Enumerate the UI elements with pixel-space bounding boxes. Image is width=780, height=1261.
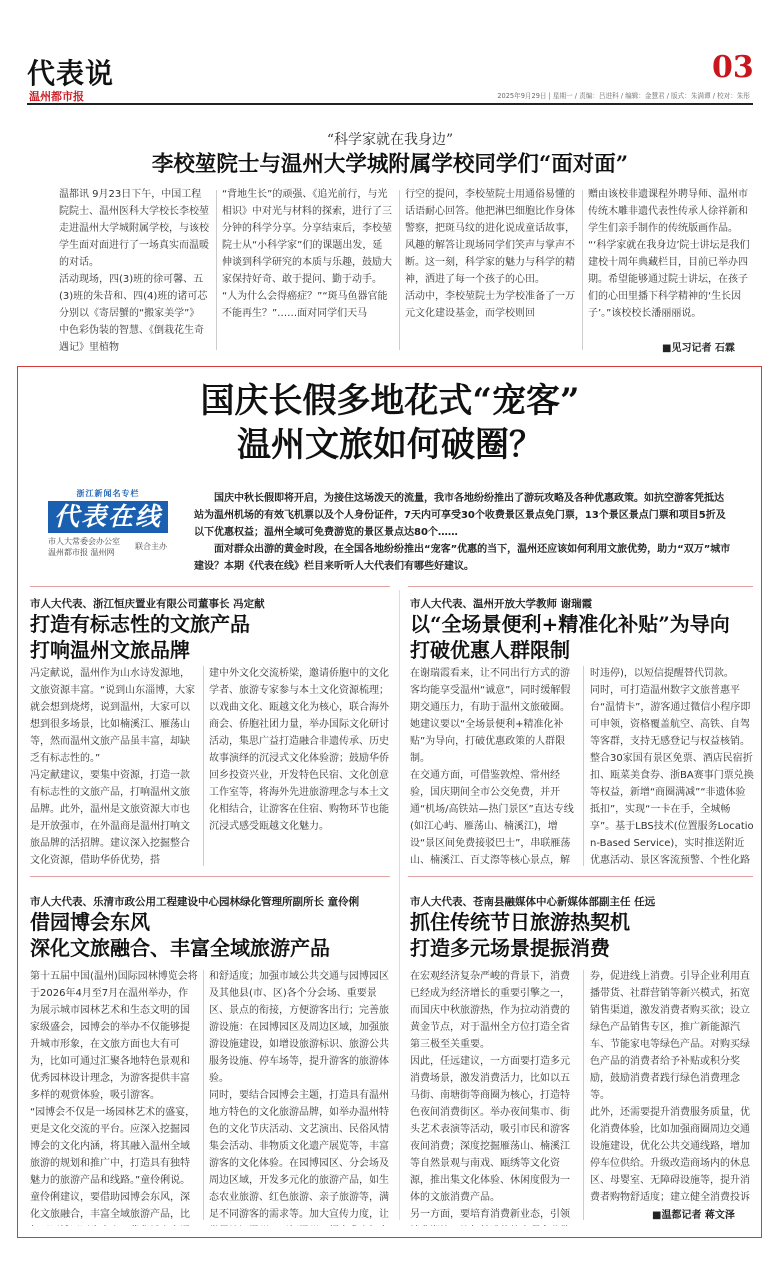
feature-intro-p2: 面对群众出游的黄金时段，在全国各地纷纷推出“宠客”优惠的当下，温州还应该如何利用文旅优势，助力“双万”城市建设？本期《代表在线》栏目来听听人大代表们有哪些好建议。: [194, 544, 731, 572]
section2-col1: 在谢瑞霞看来，让不同出行方式的游客均能享受温州“诚意”，同时缓解假期交通压力，有助于温州文旅破圈。她建议要以“全场景便利+精准化补贴”为导向，打破优惠政策的人群限制。 在交通方面，可借鉴敦煌、常州经验，国庆期间全市公交免费，并开通“机场/高铁站—热门景区”直达专线(如江心屿、雁荡山、楠溪江)，增设“景区间免费接驳巴士”，串联雁荡山、楠溪江、百丈漈等核心景点，解: [410, 668, 574, 866]
section4-col1: 在宏观经济复杂严峻的背景下，消费已经成为经济增长的重要引擎之一，而国庆中秋旅游热，作为拉动消费的黄金节点，对于温州全方位打造全省第三极至关重要。 因此，任远建议，一方面要打造多元消费场景，激发消费活力，比如以五马街、南塘街等商圈为核心，打造特色夜间消费街区。举办夜间集市、街头艺术表演等活动，吸引市民和游客夜间消费；深度挖掘雁荡山、楠溪江等自然景观与南戏、瓯绣等文化资源，推出集文化体验、休闲度假为一体的文旅消费产品。 另一方面，要培育消费新业态，引领: [410, 971, 570, 1220]
top-article-kicker: “科学家就在我身边”: [326, 132, 454, 148]
section3-col1: 第十五届中国(温州)国际园林博览会将于2026年4月至7月在温州举办，作为展示城市园林艺术和生态文明的国家级盛会，园博会的举办不仅能够提升城市形象，在文旅方面也大有可为，比如可通过汇聚各地特色景观和优秀园林设计理念，为游客提供丰富多样的观赏体验，吸引游客。 “园博会不仅是一场园林艺术的盛宴，更是文化交流的平台。应深入挖掘园博会的文化内涵，将其融入温州全域旅游的规划和推广中，打造具有独特魅力的旅游产品和线路。”童伶俐说。 童伶俐建议，要借助园博会东风，深化文旅融合，丰富全域旅游产品，比: [30, 971, 198, 1220]
section4-headline-line1: 抓住传统节日旅游热契机: [410, 910, 630, 934]
logo-sub1: 市人大常委会办公室: [48, 537, 120, 546]
section-divider: [408, 876, 753, 877]
section4-kicker: 市人大代表、苍南县融媒体中心新媒体部副主任 任远: [410, 896, 656, 908]
section3-headline-line2: 深化文旅融合、丰富全域旅游产品: [30, 936, 330, 960]
masthead-rule: [27, 103, 753, 105]
top-article-byline: ■见习记者 石霖: [662, 343, 735, 354]
top-article-col3: 行空的提问，李校堃院士用通俗易懂的话语耐心回答。他把淋巴细胞比作身体警察，把斑马纹的进化说成童话故事，风趣的解答让现场同学们笑声与掌声不断。这一刻，科学家的魅力与科学的精神，洒进了每一个孩子的心田。 活动中，李校堃院士为学校准备了一万元文化建设基金，而学校则回: [405, 189, 575, 319]
logo-main-label: 代表在线: [48, 501, 168, 533]
section2-headline-line1: 以“全场景便利+精准化补贴”为导向: [410, 612, 730, 636]
column-divider: [203, 666, 204, 866]
masthead-meta: 2025年9月29日 | 星期一 / 责编：吕进科 / 编辑：金慧君 / 版式：朱满谭 / 校对：朱彤: [497, 92, 750, 100]
section1-col2: 建中外文化交流桥梁，邀请侨胞中的文化学者、旅游专家参与本土文化资源梳理；以戏曲文化、瓯越文化为核心，联合海外商会、侨胞社团力量，举办国际文化研讨活动，集思广益打造融合非遗传承、历史故事演绎的沉浸式文化体验游；鼓励华侨回乡投资兴业，开发特色民宿、文化创意工作室等，将海外先进旅游理念与本土文化相结合，让游客在住宿、购物环节也能沉浸式感受瓯越文化魅力。: [209, 668, 389, 832]
column-divider: [583, 666, 584, 866]
section1-col1: 冯定献说，温州作为山水诗发源地，文旅资源丰富。“说到山东淄博，大家就会想到烧烤，说到温州，大家可以想到很多场景，比如楠溪江、雁荡山等，然而温州文旅产品虽丰富，却缺乏有标志性的。” 冯定献建议，要集中资源，打造一款有标志性的文旅产品，打响温州文旅品牌。此外，温州是文旅资源大市也是开放强市，在外温商是温州打响文旅品牌的活招牌。建议深入挖掘整合文化资源，借助华侨优势，搭: [30, 668, 196, 866]
logo-sub3: 联合主办: [135, 542, 167, 551]
section-divider: [30, 876, 390, 877]
section1-headline-line1: 打造有标志性的文旅产品: [30, 612, 250, 636]
section2-headline-line2: 打破优惠人群限制: [410, 638, 570, 662]
column-divider: [203, 970, 204, 1220]
top-article-col1: 温都讯 9月23日下午，中国工程院院士、温州医科大学校长李校堃走进温州大学城附属学校，与该校学生面对面进行了一场真实而温暖的对话。 活动现场，四(3)班的徐可馨、五(3)班的朱昔和、四(4)班的诸可芯分别以《寄居蟹的“搬家美学”》中色彩伪装的智慧、《倒栽花生奇遇记》里植物: [59, 189, 209, 353]
column-divider: [399, 190, 400, 350]
top-article-col4: 赠由该校非遗课程外聘导师、温州市传统木雕非遗代表性传承人徐祥新和学生们亲手制作的传统版画作品。 “‘科学家就在我身边’院士讲坛是我们建校十周年典藏栏目，目前已举办四期。希望能够通过院士讲坛，在孩子们的心田里播下科学精神的‘生长因子’。”该校校长潘丽丽说。: [588, 189, 750, 319]
section-divider: [30, 586, 390, 587]
section3-col2: 和舒适度；加强市域公共交通与园博园区及其他县(市、区)各个分会场、重要景区、景点的衔接，方便游客出行；完善旅游设施：在园博园区及周边区域，加强旅游设施建设，如增设旅游标识、旅游公共服务设施、停车场等，提升游客的旅游体验。 同时，要结合园博会主题，打造具有温州地方特色的文化旅游品牌，如举办温州特色的文化节庆活动、文艺演出、民俗风情集会活动、非物质文化遗产展览等，丰富游客的文化体验。在园博园区、分会场及周边区域，开发多元化的旅游产品，如生态农业旅游、红色旅游、亲子旅游等，满足不同游客的需求等。加大宣传力度，让: [209, 971, 389, 1220]
section-title: 代表说: [27, 57, 115, 90]
logo-sub2: 温州都市报 温州网: [48, 548, 115, 557]
page-number: 03: [712, 50, 754, 85]
section-divider: [408, 586, 753, 587]
section1-headline-line2: 打响温州文旅品牌: [30, 638, 190, 662]
section1-kicker: 市人大代表、浙江恒庆置业有限公司董事长 冯定献: [30, 598, 265, 610]
section3-kicker: 市人大代表、乐清市政公用工程建设中心园林绿化管理所副所长 童伶俐: [30, 896, 360, 908]
column-divider: [582, 190, 583, 350]
column-divider: [583, 970, 584, 1220]
section2-kicker: 市人大代表、温州开放大学教师 谢瑞霞: [410, 598, 593, 610]
section2-col2: 时违停)，以短信提醒替代罚款。 同时，可打造温州数字文旅普惠平台“温情卡”，游客通过微信小程序即可申领，资格覆盖航空、高铁、自驾等客群，支持无感登记与权益核销。整合30家国有景区免票、酒店民宿折扣、瓯菜美食券、浙BA赛事门票兑换等权益，新增“商圈满减”“非遗体验抵扣”，实现“一卡在手，全城畅享”。基于LBS技术(位置服务Location-Based Service)，实时推送附近优惠活动、景区客流预警、个性化路: [590, 668, 754, 866]
section4-col2: 券，促进线上消费。引导企业利用直播带货、社群营销等新兴模式，拓宽销售渠道，激发消费者购买欲；设立绿色产品销售专区，推广新能源汽车、节能家电等绿色产品。对购买绿色产品的消费者给予补贴或积分奖励，鼓励消费者践行绿色消费理念等。 此外，还需要提升消费服务质量，优化消费体验，比如加强商圈周边交通设施建设，优化公共交通线路，增加停车位供给。升级改造商场内的休息区、母婴室、无障碍设施等，提升消费者购物舒适度；建立健全消费投诉: [590, 971, 750, 1203]
paper-name: 温州都市报: [29, 90, 84, 103]
feature-headline-line2: 温州文旅如何破圈？: [237, 425, 543, 465]
feature-intro-p1: 国庆中秋长假即将开启，为接住这场泼天的流量，我市各地纷纷推出了游玩攻略及各种优惠政策。如抗空游客凭抵达站为温州机场的有效飞机票以及个人身份证件，7天内可享受30个收费景区景点免门票，13个景区景点门票和项目5折及以下优惠权益；温州全域可免费游览的景区景点达80个……: [194, 493, 726, 538]
half-divider: [399, 590, 400, 1220]
section3-headline-line1: 借园博会东风: [30, 910, 150, 934]
top-article-headline: 李校堃院士与温州大学城附属学校同学们“面对面”: [151, 152, 629, 177]
top-article-col2: “背地生长”的顽强、《追光前行，与光相识》中对光与材料的探索，进行了三分钟的科学分享。分享结束后，李校堃院士从“小科学家”们的课题出发，延伸谈到科学研究的本质与乐趣，鼓励大家保持好奇、敢于提问、勤于动手。 “人为什么会得癌症？”“斑马鱼器官能不能再生？”……面对同学们天马: [222, 189, 392, 319]
feature-headline-line1: 国庆长假多地花式“宠客”: [200, 381, 580, 421]
column-divider: [216, 190, 217, 350]
section4-headline-line2: 打造多元场景提振消费: [410, 936, 610, 960]
logo-top-label: 浙江新闻名专栏: [76, 489, 140, 498]
section4-byline: ■温都记者 蒋文泽: [652, 1210, 735, 1221]
